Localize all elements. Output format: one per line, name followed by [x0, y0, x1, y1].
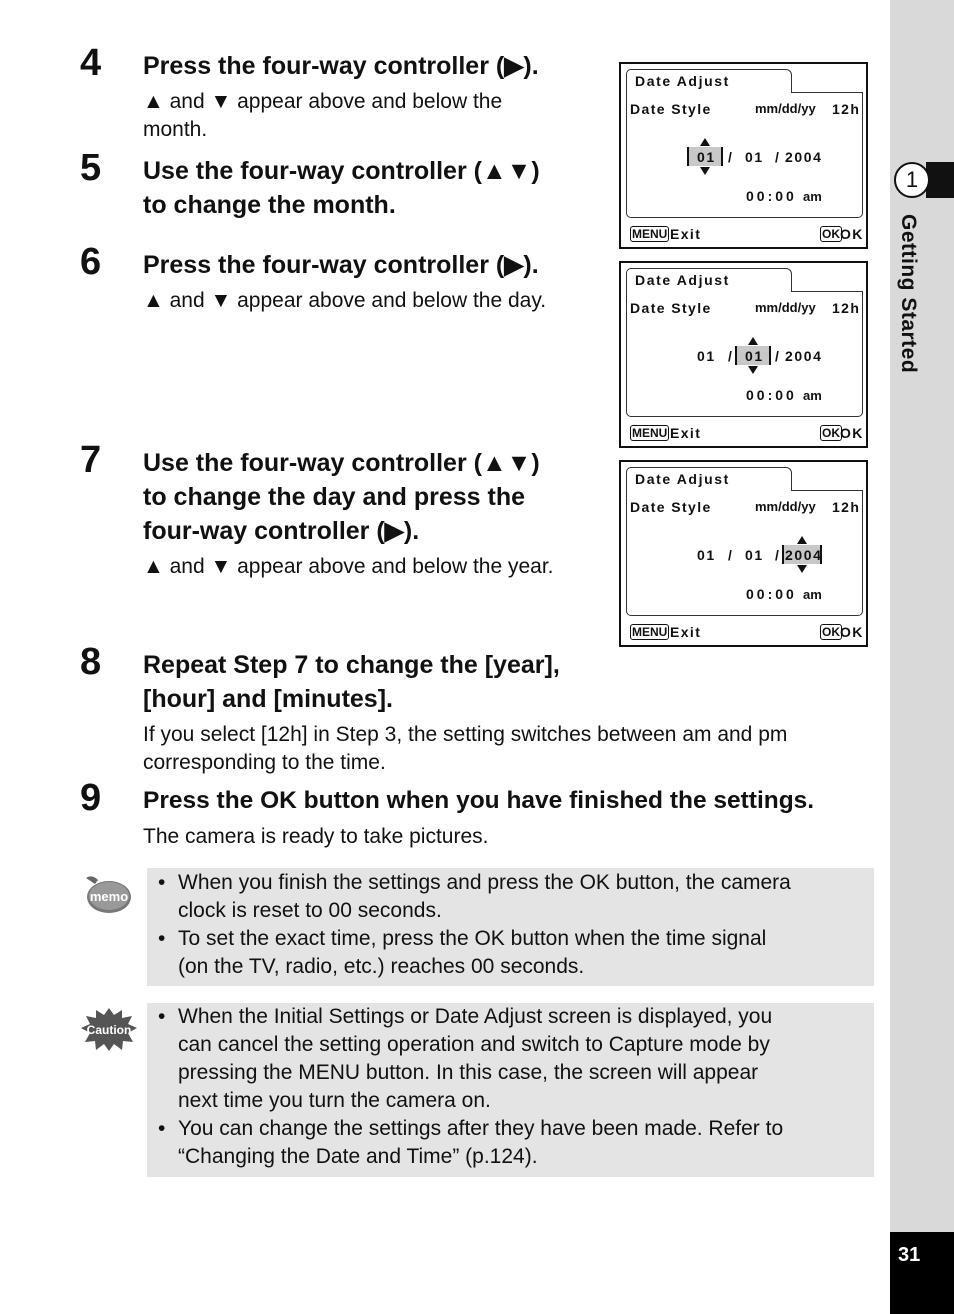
date-style-hours: 12h: [832, 101, 861, 117]
memo-item: [178, 869, 791, 925]
caution-item: [178, 1003, 772, 1115]
body-line: corresponding to the time.: [143, 751, 386, 774]
memo-line: clock is reset to 00 seconds.: [178, 899, 442, 922]
date-separator: /: [728, 149, 734, 165]
ok-label: OK: [840, 425, 864, 441]
year-value: 2004: [785, 348, 823, 364]
step-number: 5: [80, 147, 102, 189]
page-number: 31: [898, 1244, 921, 1266]
title-line: four-way controller (▶).: [143, 517, 420, 545]
ampm-value: am: [803, 388, 822, 403]
body-line: ▲ and ▼ appear above and below the: [143, 90, 503, 113]
date-style-hours: 12h: [832, 300, 861, 316]
date-style-label: Date Style: [630, 101, 712, 117]
month-value: 01: [697, 149, 716, 165]
memo-bullet: •: [158, 927, 166, 950]
caution-line: You can change the settings after they have been made. Refer to: [178, 1117, 784, 1140]
down-arrow-icon: [700, 167, 710, 175]
date-style-format: mm/dd/yy: [755, 101, 816, 116]
date-style-label: Date Style: [630, 300, 712, 316]
memo-line: When you finish the settings and press the OK button, the camera: [178, 871, 791, 894]
date-style-label: Date Style: [630, 499, 712, 515]
step-number: 9: [80, 777, 102, 819]
month-value: 01: [697, 348, 716, 364]
step-title: [143, 154, 540, 222]
day-value: 01: [745, 348, 764, 364]
step-title: [143, 248, 539, 282]
menu-key-icon: MENU: [632, 625, 668, 639]
title-line: to change the month.: [143, 191, 396, 219]
date-adjust-screen: [619, 261, 868, 448]
body-line: The camera is ready to take pictures.: [143, 825, 489, 848]
date-separator: /: [775, 348, 781, 364]
title-line: to change the day and press the: [143, 483, 526, 511]
memo-line: (on the TV, radio, etc.) reaches 00 seconds.: [178, 955, 585, 978]
exit-label: Exit: [670, 425, 702, 441]
step-number: 4: [80, 42, 102, 84]
ok-label: OK: [840, 624, 864, 640]
step-title: [143, 784, 814, 818]
caution-line: “Changing the Date and Time” (p.124).: [178, 1145, 538, 1168]
day-value: 01: [745, 149, 764, 165]
step-title: [143, 446, 540, 548]
title-line: Use the four-way controller (▲▼): [143, 449, 540, 477]
time-value: 00:00: [746, 387, 797, 403]
date-separator: /: [775, 149, 781, 165]
up-arrow-icon: [797, 536, 807, 544]
ok-key-icon: OK: [822, 227, 840, 241]
date-separator: /: [728, 348, 734, 364]
memo-item: [178, 925, 766, 981]
step-title: [143, 49, 539, 83]
caution-bullet: •: [158, 1005, 166, 1028]
caution-line: next time you turn the camera on.: [178, 1089, 491, 1112]
title-line: Use the four-way controller (▲▼): [143, 157, 540, 185]
chapter-number: 1: [894, 162, 930, 198]
body-line: ▲ and ▼ appear above and below the year.: [143, 555, 554, 578]
body-line: If you select [12h] in Step 3, the setting switches between am and pm: [143, 723, 788, 746]
screen-tab-label: Date Adjust: [626, 268, 792, 292]
ampm-value: am: [803, 587, 822, 602]
up-arrow-icon: [748, 337, 758, 345]
memo-line: To set the exact time, press the OK button when the time signal: [178, 927, 767, 950]
time-value: 00:00: [746, 586, 797, 602]
date-style-format: mm/dd/yy: [755, 499, 816, 514]
date-adjust-screen: [619, 62, 868, 249]
memo-icon-label: memo: [89, 889, 129, 904]
memo-bullet: •: [158, 871, 166, 894]
caution-line: pressing the MENU button. In this case, the screen will appear: [178, 1061, 759, 1084]
menu-key-icon: MENU: [632, 227, 668, 241]
step-body: [143, 553, 554, 581]
ok-key-icon: OK: [822, 426, 840, 440]
down-arrow-icon: [748, 366, 758, 374]
body-line: ▲ and ▼ appear above and below the day.: [143, 289, 547, 312]
year-value: 2004: [785, 149, 823, 165]
caution-bullet: •: [158, 1117, 166, 1140]
screen-tab-label: Date Adjust: [626, 467, 792, 491]
step-number: 6: [80, 241, 102, 283]
chapter-title: Getting Started: [897, 214, 920, 374]
ok-label: OK: [840, 226, 864, 242]
date-separator: /: [775, 547, 781, 563]
caution-line: When the Initial Settings or Date Adjust screen is displayed, you: [178, 1005, 773, 1028]
caution-line: can cancel the setting operation and switch to Capture mode by: [178, 1033, 770, 1056]
title-line: Repeat Step 7 to change the [year],: [143, 651, 560, 679]
up-arrow-icon: [700, 138, 710, 146]
year-value: 2004: [785, 547, 823, 563]
title-line: [hour] and [minutes].: [143, 685, 393, 713]
step-body: [143, 88, 502, 144]
ampm-value: am: [803, 189, 822, 204]
month-value: 01: [697, 547, 716, 563]
step-number: 7: [80, 439, 102, 481]
title-line: Press the four-way controller (▶).: [143, 52, 539, 80]
step-number: 8: [80, 641, 102, 683]
ok-key-icon: OK: [822, 625, 840, 639]
screen-tab-label: Date Adjust: [626, 69, 792, 93]
time-value: 00:00: [746, 188, 797, 204]
step-body: [143, 823, 489, 851]
step-body: [143, 287, 546, 315]
exit-label: Exit: [670, 226, 702, 242]
body-line: month.: [143, 118, 208, 141]
date-separator: /: [728, 547, 734, 563]
menu-key-icon: MENU: [632, 426, 668, 440]
chapter-marker: [926, 162, 954, 198]
caution-item: [178, 1115, 783, 1171]
step-body: [143, 721, 787, 777]
title-line: Press the OK button when you have finished the settings.: [143, 787, 815, 814]
title-line: Press the four-way controller (▶).: [143, 251, 539, 279]
caution-icon-label: Caution: [86, 1023, 132, 1037]
date-style-format: mm/dd/yy: [755, 300, 816, 315]
down-arrow-icon: [797, 565, 807, 573]
day-value: 01: [745, 547, 764, 563]
date-adjust-screen: [619, 460, 868, 647]
memo-icon: [82, 872, 132, 918]
exit-label: Exit: [670, 624, 702, 640]
date-style-hours: 12h: [832, 499, 861, 515]
caution-icon: [80, 1006, 138, 1052]
step-title: [143, 648, 560, 716]
